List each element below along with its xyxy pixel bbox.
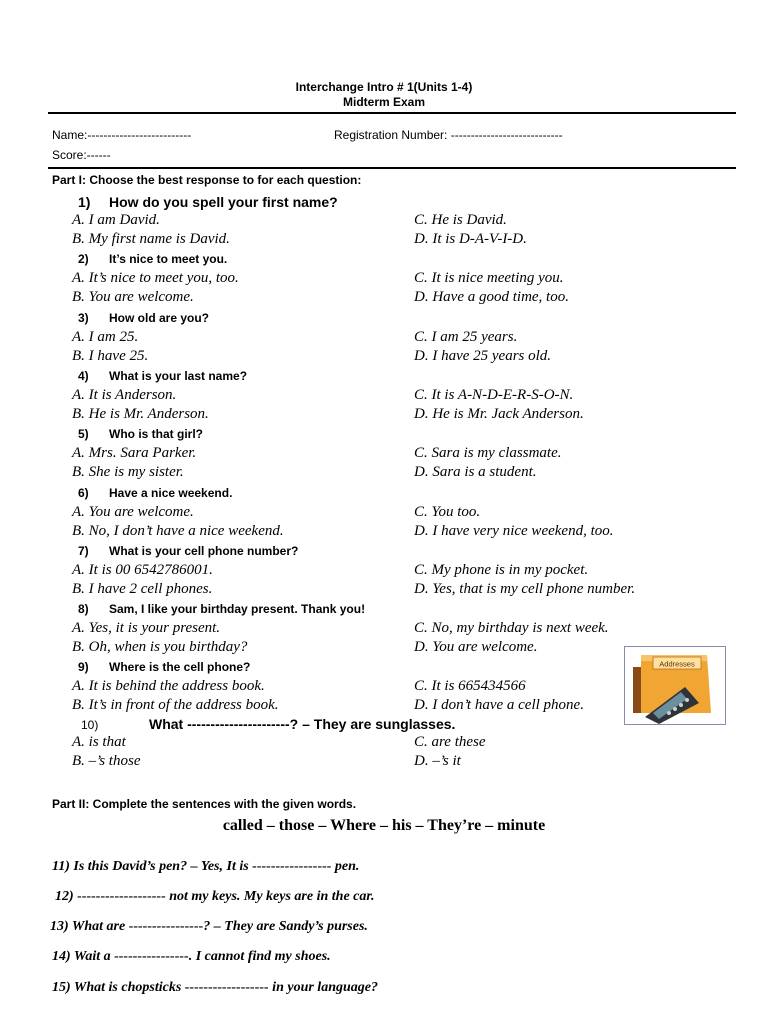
- question-number: 6): [78, 486, 89, 500]
- book-label: Addresses: [659, 659, 695, 669]
- option-b: B. It’s in front of the address book.: [72, 697, 279, 713]
- part1-heading: Part I: Choose the best response to for each question:: [52, 173, 362, 187]
- option-d: D. You are welcome.: [414, 639, 538, 655]
- option-d: D. He is Mr. Jack Anderson.: [414, 406, 584, 422]
- question-number: 8): [78, 602, 89, 616]
- option-b: B. He is Mr. Anderson.: [72, 406, 209, 422]
- option-c: C. Sara is my classmate.: [414, 445, 562, 461]
- exam-subtitle: Midterm Exam: [342, 95, 426, 109]
- sentence-14: 14) Wait a ----------------. I cannot find my shoes.: [52, 949, 331, 964]
- question-8: [78, 602, 365, 616]
- question-text: How do you spell your first name?: [109, 194, 338, 210]
- option-d: D. I have very nice weekend, too.: [414, 523, 614, 539]
- question-10: [81, 716, 455, 732]
- option-a: A. I am 25.: [72, 329, 139, 345]
- registration-field: Registration Number: ----------------------------: [334, 128, 563, 142]
- option-c: C. It is nice meeting you.: [414, 270, 564, 286]
- score-field: Score:------: [52, 148, 111, 162]
- option-d: D. It is D-A-V-I-D.: [414, 231, 527, 247]
- option-a: A. It is 00 6542786001.: [72, 562, 213, 578]
- option-a: A. is that: [72, 734, 126, 750]
- word-bank: called – those – Where – his – They’re – minute: [222, 817, 546, 834]
- option-a: A. I am David.: [72, 212, 160, 228]
- question-text: Who is that girl?: [109, 427, 203, 441]
- option-d: D. –’s it: [414, 753, 461, 769]
- option-b: B. She is my sister.: [72, 464, 184, 480]
- option-b: B. Oh, when is you birthday?: [72, 639, 248, 655]
- question-number: 9): [78, 660, 89, 674]
- question-6: [78, 486, 232, 500]
- option-a: A. It is behind the address book.: [72, 678, 265, 694]
- option-c: C. You too.: [414, 504, 481, 520]
- question-text: Where is the cell phone?: [109, 660, 251, 674]
- question-2: [78, 252, 227, 266]
- question-number: 3): [78, 311, 89, 325]
- option-c: C. No, my birthday is next week.: [414, 620, 609, 636]
- option-a: A. Yes, it is your present.: [72, 620, 221, 636]
- question-7: [78, 544, 298, 558]
- question-number: 2): [78, 252, 89, 266]
- question-number: 7): [78, 544, 89, 558]
- option-c: C. It is 665434566: [414, 678, 526, 694]
- fields-divider: [48, 167, 736, 169]
- question-text: What is your last name?: [109, 369, 248, 383]
- option-c: C. He is David.: [414, 212, 507, 228]
- sentence-15: 15) What is chopsticks ------------------ in your language?: [52, 980, 378, 995]
- option-d: D. Have a good time, too.: [414, 289, 569, 305]
- option-d: D. I have 25 years old.: [414, 348, 552, 364]
- option-b: B. I have 2 cell phones.: [72, 581, 213, 597]
- question-text: What is your cell phone number?: [109, 544, 299, 558]
- question-text: What ----------------------? – They are sunglasses.: [149, 716, 456, 732]
- option-c: C. are these: [414, 734, 486, 750]
- option-b: B. No, I don’t have a nice weekend.: [72, 523, 284, 539]
- address-book-phone-icon: [625, 647, 725, 724]
- option-a: A. It’s nice to meet you, too.: [72, 270, 239, 286]
- option-b: B. –’s those: [72, 753, 141, 769]
- question-text: It’s nice to meet you.: [109, 252, 228, 266]
- sentence-12: 12) ------------------- not my keys. My keys are in the car.: [55, 889, 375, 904]
- question-1: [78, 194, 338, 210]
- option-a: A. Mrs. Sara Parker.: [72, 445, 197, 461]
- address-book-phone-picture: [624, 646, 726, 725]
- option-c: C. My phone is in my pocket.: [414, 562, 589, 578]
- option-b: B. My first name is David.: [72, 231, 230, 247]
- question-number: 10): [81, 718, 99, 732]
- name-field: Name:--------------------------: [52, 128, 192, 142]
- question-text: How old are you?: [109, 311, 210, 325]
- question-text: Sam, I like your birthday present. Thank you!: [109, 602, 366, 616]
- exam-title: Interchange Intro # 1(Units 1-4): [295, 80, 473, 94]
- option-c: C. I am 25 years.: [414, 329, 518, 345]
- header-divider: [48, 112, 736, 114]
- question-4: [78, 369, 247, 383]
- question-5: [78, 427, 203, 441]
- question-number: 4): [78, 369, 89, 383]
- option-c: C. It is A-N-D-E-R-S-O-N.: [414, 387, 574, 403]
- option-a: A. You are welcome.: [72, 504, 194, 520]
- option-d: D. Yes, that is my cell phone number.: [414, 581, 636, 597]
- option-d: D. Sara is a student.: [414, 464, 537, 480]
- option-b: B. I have 25.: [72, 348, 149, 364]
- option-a: A. It is Anderson.: [72, 387, 177, 403]
- question-9: [78, 660, 250, 674]
- question-number: 5): [78, 427, 89, 441]
- part2-heading: Part II: Complete the sentences with the given words.: [52, 797, 357, 811]
- option-d: D. I don’t have a cell phone.: [414, 697, 584, 713]
- option-b: B. You are welcome.: [72, 289, 194, 305]
- sentence-11: 11) Is this David’s pen? – Yes, It is ----------------- pen.: [52, 859, 360, 874]
- question-text: Have a nice weekend.: [109, 486, 233, 500]
- question-number: 1): [78, 194, 91, 210]
- question-3: [78, 311, 209, 325]
- sentence-13: 13) What are ----------------? – They are Sandy’s purses.: [50, 919, 368, 934]
